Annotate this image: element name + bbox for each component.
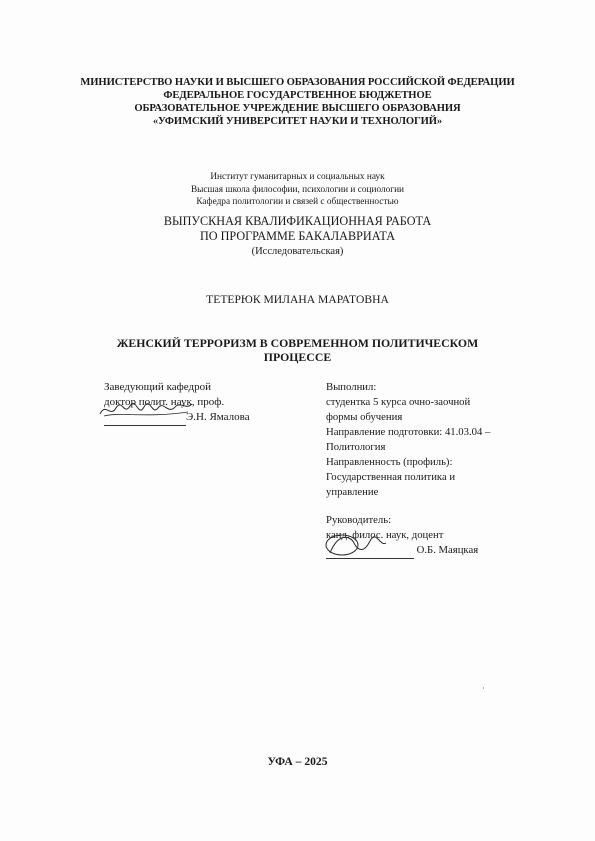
thesis-title-line: ЖЕНСКИЙ ТЕРРОРИЗМ В СОВРЕМЕННОМ ПОЛИТИЧЕСКОМ: [116, 336, 479, 350]
performer-line: Направление подготовки: 41.03.04 –: [326, 426, 491, 438]
header-line: «УФИМСКИЙ УНИВЕРСИТЕТ НАУКИ И ТЕХНОЛОГИЙ»: [152, 116, 443, 127]
thesis-title: [0, 336, 595, 364]
performer-line: Направленность (профиль):: [326, 456, 453, 468]
signature-icon: [320, 529, 410, 559]
work-type-subtitle: (Исследовательская): [251, 246, 344, 257]
supervisor-signature-row: [326, 543, 556, 559]
performer-label: Выполнил:: [326, 381, 377, 393]
ministry-header: [0, 76, 595, 128]
signature-line: [326, 543, 414, 559]
performer-line: формы обучения: [326, 411, 403, 423]
head-label: Заведующий кафедрой: [104, 381, 211, 393]
institute-block: [0, 171, 595, 209]
performer-line: студентка 5 курса очно-заочной: [326, 396, 471, 408]
head-degree: доктор полит. наук, проф.: [104, 396, 225, 408]
head-name: Э.Н. Ямалова: [186, 411, 250, 423]
performer-line: Политология: [326, 441, 386, 453]
work-type-line: ВЫПУСКНАЯ КВАЛИФИКАЦИОННАЯ РАБОТА: [163, 214, 432, 228]
work-type: [0, 214, 595, 259]
performer-block: [326, 380, 556, 559]
head-of-department-block: [104, 380, 304, 426]
signature-line: [104, 410, 186, 426]
city-year: УФА – 2025: [267, 755, 328, 768]
header-line: МИНИСТЕРСТВО НАУКИ И ВЫСШЕГО ОБРАЗОВАНИЯ РОССИЙСКОЙ ФЕДЕРАЦИИ: [80, 77, 515, 88]
supervisor-label: Руководитель:: [326, 514, 392, 526]
work-type-line: ПО ПРОГРАММЕ БАКАЛАВРИАТА: [199, 229, 396, 243]
institute-line: Кафедра политологии и связей с общественностью: [196, 197, 399, 207]
performer-line: Государственная политика и: [326, 471, 456, 483]
supervisor-name: О.Б. Маяцкая: [416, 544, 479, 556]
header-line: ФЕДЕРАЛЬНОЕ ГОСУДАРСТВЕННОЕ БЮДЖЕТНОЕ: [163, 90, 432, 101]
head-signature-row: [104, 410, 304, 426]
institute-line: Высшая школа философии, психологии и социологии: [190, 184, 405, 195]
thesis-title-line: ПРОЦЕССЕ: [263, 350, 332, 364]
header-line: ОБРАЗОВАТЕЛЬНОЕ УЧРЕЖДЕНИЕ ВЫСШЕГО ОБРАЗОВАНИЯ: [134, 103, 461, 114]
author-name: ТЕТЕРЮК МИЛАНА МАРАТОВНА: [206, 293, 389, 306]
performer-line: управление: [326, 486, 379, 498]
institute-line: Институт гуманитарных и социальных наук: [210, 172, 385, 182]
signature-icon: [98, 396, 194, 422]
supervisor-degree: канд. филос. наук, доцент: [326, 529, 444, 541]
scan-speck: [483, 687, 484, 689]
